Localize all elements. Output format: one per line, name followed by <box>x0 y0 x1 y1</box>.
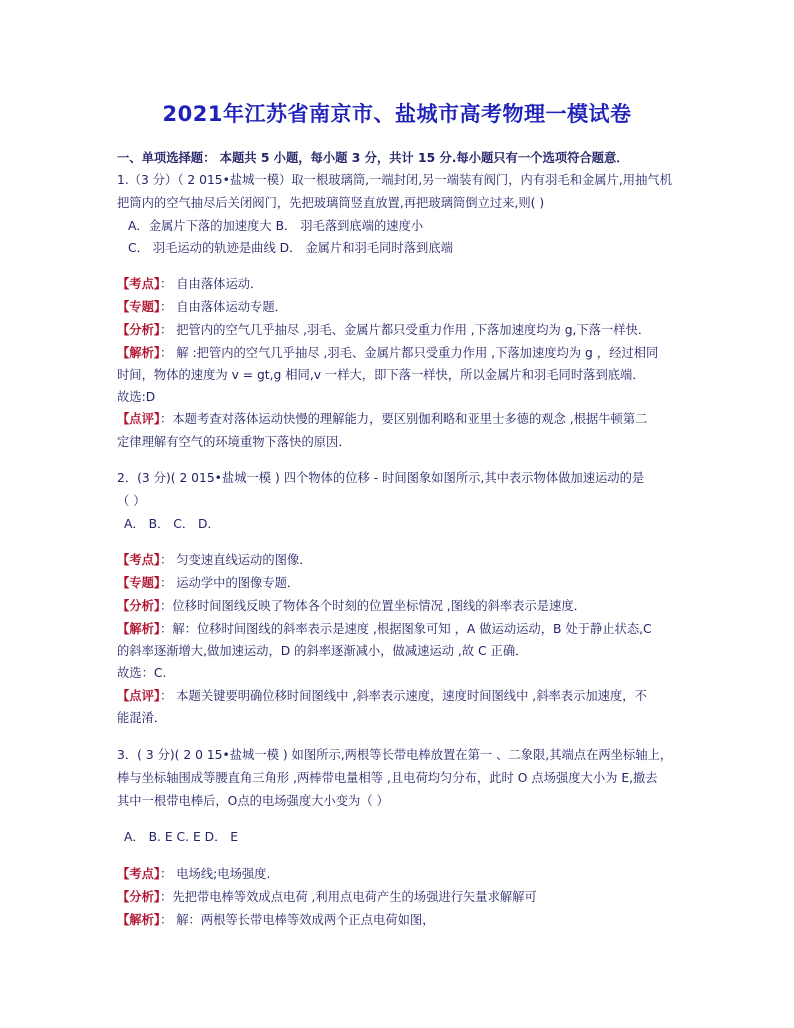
dianping-tag: 【点评】 <box>117 689 161 703</box>
q2-dianping <box>117 688 647 704</box>
q3-fenxi <box>117 889 537 905</box>
q1-stem-line-2: 把筒内的空气抽尽后关闭阀门，先把玻璃筒竖直放置,再把玻璃筒倒立过来,则( ) <box>117 196 545 210</box>
q3-fenxi-text: ：先把带电棒等效成点电荷 ,利用点电荷产生的场强进行矢量求解解可 <box>160 890 537 904</box>
q1-jiexi <box>117 345 658 361</box>
fenxi-tag: 【分析】 <box>117 599 161 613</box>
q2-jiexi <box>117 621 652 637</box>
kaodian-tag: 【考点】 <box>117 277 161 291</box>
q2-fenxi <box>117 598 586 614</box>
q1-kaodian-text: ： 自由落体运动． <box>160 277 263 291</box>
q1-fenxi-text: ： 把管内的空气几乎抽尽 ,羽毛、金属片都只受重力作用 ,下落加速度均为 g,下落一样快． <box>160 323 651 337</box>
zhuanti-tag: 【专题】 <box>117 300 161 314</box>
kaodian-tag: 【考点】 <box>117 553 161 567</box>
q2-dianping-text-1: ： 本题关键要明确位移时间图线中 ,斜率表示速度，速度时间图线中 ,斜率表示加速度，不 <box>160 689 647 703</box>
q2-stem-line-2: （ ） <box>117 494 146 508</box>
q1-jiexi-line-2: 时间，物体的速度为 v = gt,g 相同,v 一样大，即下落一样快，所以金属片和羽毛同时落到底端． <box>117 368 645 382</box>
q3-stem-line-1: 3．( 3 分)( 2 0 15•盐城一模 ) 如图所示,两根等长带电棒放置在第一 、二象限,其端点在两坐标轴上， <box>117 748 673 762</box>
fenxi-tag: 【分析】 <box>117 323 161 337</box>
q1-zhuanti-text: ： 自由落体运动专题． <box>160 300 287 314</box>
q1-answer: 故选:D <box>117 390 156 404</box>
q2-answer: 故选：C. <box>117 666 167 680</box>
q2-jiexi-line-2: 的斜率逐渐增大,做加速运动，D 的斜率逐渐减小，做减速运动 ,故 C 正确． <box>117 644 528 658</box>
q3-stem-line-2: 棒与坐标轴围成等腰直角三角形 ,两棒带电量相等 ,且电荷均匀分布，此时 O 点场强度大小为 E,撤去 <box>117 771 658 785</box>
q1-kaodian <box>117 276 262 292</box>
fenxi-tag: 【分析】 <box>117 890 161 904</box>
q1-dianping-text-1: ：本题考查对落体运动快慢的理解能力，要区别伽利略和亚里士多德的观念 ,根据牛顿第二 <box>160 412 648 426</box>
q2-zhuanti-text: ： 运动学中的图像专题． <box>160 576 300 590</box>
q1-fenxi <box>117 322 650 338</box>
q2-dianping-line-2: 能混淆． <box>117 711 167 725</box>
q1-stem-line-1: 1.（3 分）（ 2 015•盐城一模）取一根玻璃筒,一端封闭,另一端装有阀门，内有羽毛和金属片,用抽气机 <box>117 173 672 187</box>
q1-options-line-1: A．金属片下落的加速度大 B． 羽毛落到底端的速度小 <box>128 219 424 233</box>
kaodian-tag: 【考点】 <box>117 867 161 881</box>
exam-title: 2021年江苏省南京市、盐城市高考物理一模试卷 <box>162 102 632 126</box>
q3-jiexi <box>117 912 435 928</box>
jiexi-tag: 【解析】 <box>117 346 161 360</box>
q3-jiexi-text: ： 解：两根等长带电棒等效成两个正点电荷如图， <box>160 913 435 927</box>
section-heading: 一、单项选择题： 本题共 5 小题，每小题 3 分，共计 15 分.每小题只有一个选项符合题意． <box>117 151 629 165</box>
q2-fenxi-text: ：位移时间图线反映了物体各个时刻的位置坐标情况 ,图线的斜率表示是速度． <box>160 599 586 613</box>
q3-stem-line-3: 其中一根带电棒后，O点的电场强度大小变为（ ） <box>117 794 389 808</box>
q1-dianping-line-2: 定律理解有空气的环境重物下落快的原因． <box>117 435 351 449</box>
q1-dianping <box>117 411 647 427</box>
q3-options: A． B. E C. E D． E <box>124 830 239 844</box>
dianping-tag: 【点评】 <box>117 412 161 426</box>
q1-options-line-2: C． 羽毛运动的轨迹是曲线 D． 金属片和羽毛同时落到底端 <box>128 241 453 255</box>
q2-kaodian-text: ： 匀变速直线运动的图像． <box>160 553 312 567</box>
jiexi-tag: 【解析】 <box>117 622 161 636</box>
q2-stem-line-1: 2．(3 分)( 2 015•盐城一模 ) 四个物体的位移 - 时间图象如图所示,其中表示物体做加速运动的是 <box>117 471 645 485</box>
q2-options: A． B． C． D． <box>124 517 220 531</box>
zhuanti-tag: 【专题】 <box>117 576 161 590</box>
q3-kaodian <box>117 866 270 882</box>
q2-kaodian <box>117 552 312 568</box>
q1-jiexi-text-1: ： 解 :把管内的空气几乎抽尽 ,羽毛、金属片都只受重力作用 ,下落加速度均为 g ，经过相同 <box>160 346 659 360</box>
q1-zhuanti <box>117 299 287 315</box>
q2-zhuanti <box>117 575 299 591</box>
q2-jiexi-text-1: ：解：位移时间图线的斜率表示是速度 ,根据图象可知 ，A 做运动运动，B 处于静止状态,C <box>160 622 652 636</box>
jiexi-tag: 【解析】 <box>117 913 161 927</box>
q3-kaodian-text: ： 电场线;电场强度. <box>160 867 271 881</box>
